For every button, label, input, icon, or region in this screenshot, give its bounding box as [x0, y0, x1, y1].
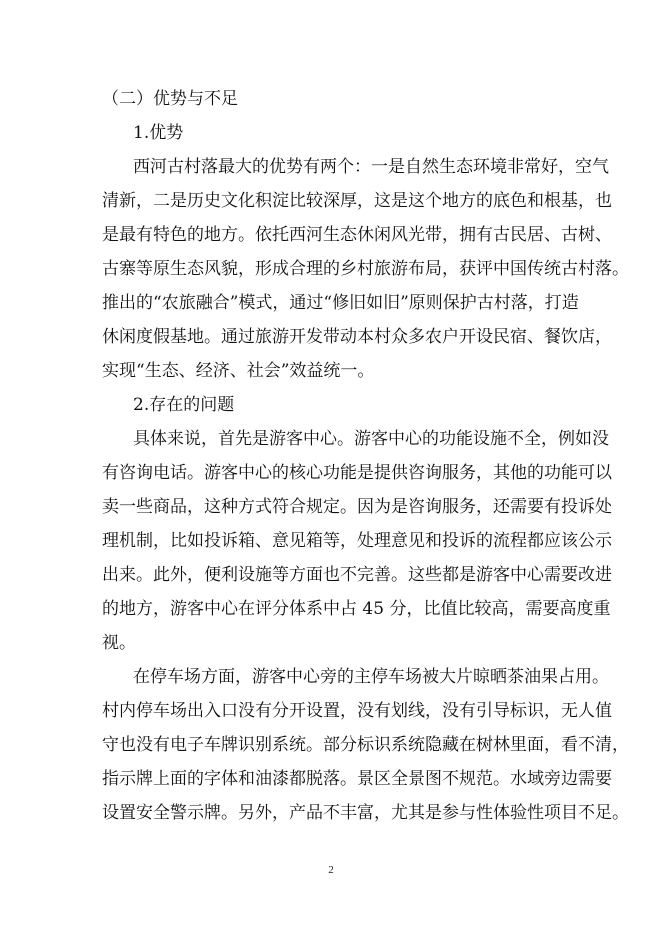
- section-heading: （二）优势与不足: [102, 89, 238, 109]
- paragraph-3-line: 在停车场方面，游客中心旁的主停车场被大片晾晒茶油果占用。: [133, 667, 609, 687]
- paragraph-2-line: 出来。此外，便利设施等方面也不完善。这些都是游客中心需要改进: [102, 565, 612, 585]
- paragraph-2-line: 的地方，游客中心在评分体系中占 45 分，比值比较高，需要高度重: [102, 599, 611, 619]
- paragraph-2-line: 卖一些商品，这种方式符合规定。因为是咨询服务，还需要有投诉处: [102, 497, 612, 517]
- paragraph-3-line: 设置安全警示牌。另外，产品不丰富，尤其是参与性体验性项目不足。: [102, 803, 629, 823]
- paragraph-1-line: 实现“生态、经济、社会”效益统一。: [102, 361, 375, 381]
- paragraph-1-line: 清新，二是历史文化积淀比较深厚，这是这个地方的底色和根基，也: [102, 191, 612, 211]
- paragraph-2-line: 理机制，比如投诉箱、意见箱等，处理意见和投诉的流程都应该公示: [102, 531, 612, 551]
- paragraph-2-line: 视。: [102, 633, 136, 653]
- paragraph-3-line: 守也没有电子车牌识别系统。部分标识系统隐藏在树林里面，看不清，: [102, 735, 629, 755]
- paragraph-3-line: 指示牌上面的字体和油漆都脱落。景区全景图不规范。水域旁边需要: [102, 769, 612, 789]
- body-text: [102, 82, 629, 830]
- paragraph-1-line: 古寨等原生态风貌，形成合理的乡村旅游布局，获评中国传统古村落。: [102, 259, 629, 279]
- paragraph-3-line: 村内停车场出入口没有分开设置，没有划线，没有引导标识，无人值: [102, 701, 612, 721]
- subheading-advantages: 1.优势: [133, 123, 184, 143]
- paragraph-2-line: 有咨询电话。游客中心的核心功能是提供咨询服务，其他的功能可以: [102, 463, 612, 483]
- paragraph-1-line: 西河古村落最大的优势有两个：一是自然生态环境非常好，空气: [133, 157, 609, 177]
- paragraph-1-line: 是最有特色的地方。依托西河生态休闲风光带，拥有古民居、古树、: [102, 225, 612, 245]
- subheading-problems: 2.存在的问题: [133, 395, 235, 415]
- paragraph-2-line: 具体来说，首先是游客中心。游客中心的功能设施不全，例如没: [133, 429, 609, 449]
- paragraph-1-line: 休闲度假基地。通过旅游开发带动本村众多农户开设民宿、餐饮店，: [102, 327, 612, 347]
- paragraph-1-line: 推出的“农旅融合”模式，通过“修旧如旧”原则保护古村落，打造: [102, 293, 579, 313]
- page-number: 2: [328, 864, 334, 876]
